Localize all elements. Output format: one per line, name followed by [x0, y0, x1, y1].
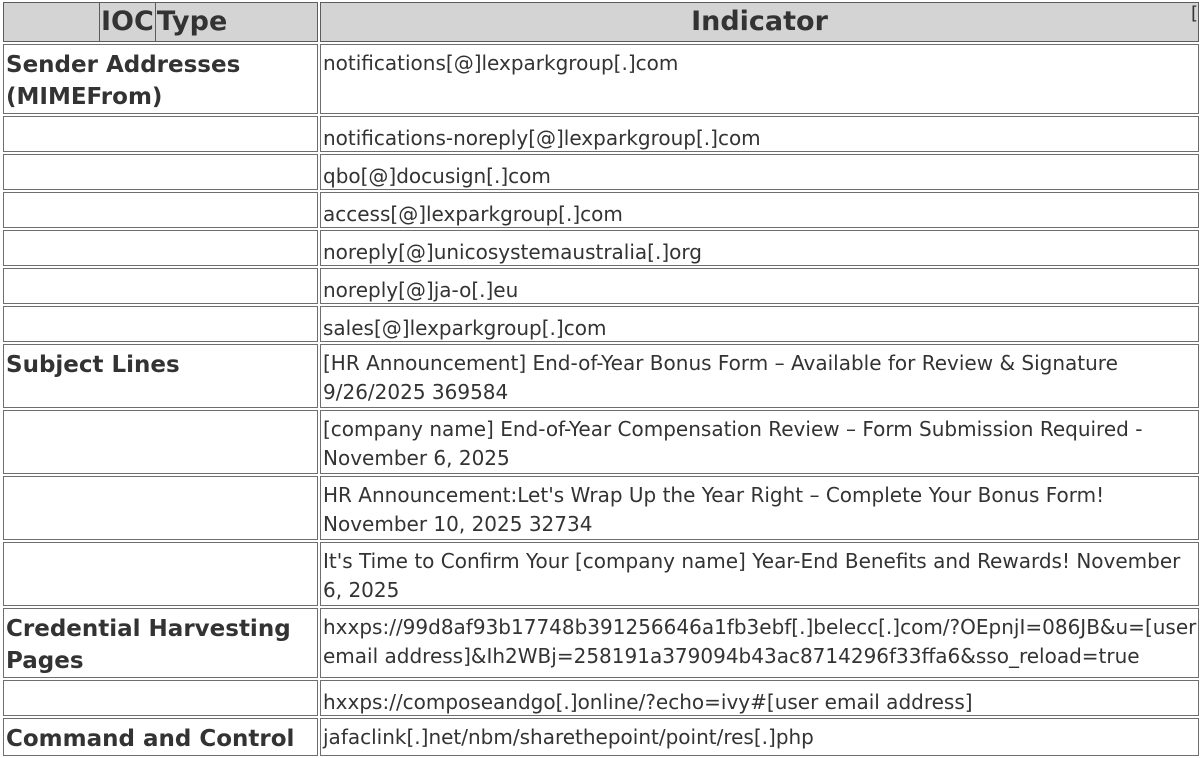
indicator-cell: It's Time to Confirm Your [company name] Year-End Benefits and Rewards! November 6, 2025 [320, 542, 1199, 606]
table-row [3, 542, 1199, 606]
ioc-type-cell [3, 680, 318, 716]
indicator-cell: sales[@]lexparkgroup[.]com [320, 306, 1199, 342]
table-row [3, 608, 1199, 678]
ioc-table [1, 0, 1201, 758]
indicator-cell: noreply[@]unicosystemaustralia[.]org [320, 230, 1199, 266]
table-row [3, 154, 1199, 190]
indicator-cell: hxxps://composeandgo[.]online/?echo=ivy#[user email address] [320, 680, 1199, 716]
ioc-type-cell [3, 154, 318, 190]
ioc-type-cell [3, 116, 318, 152]
ioc-header-label: IOC [99, 3, 156, 41]
indicator-cell: [company name] End-of-Year Compensation Review – Form Submission Required - November 6, 2025 [320, 410, 1199, 474]
ioc-type-cell [3, 192, 318, 228]
ioc-type-cell [3, 542, 318, 606]
table-row [3, 44, 1199, 114]
indicator-cell: notifications-noreply[@]lexparkgroup[.]com [320, 116, 1199, 152]
table-row [3, 476, 1199, 540]
ioc-type-cell: Command and Control [3, 718, 318, 756]
indicator-cell: access[@]lexparkgroup[.]com [320, 192, 1199, 228]
indicator-cell: HR Announcement:Let's Wrap Up the Year Right – Complete Your Bonus Form! November 10, 2025 32734 [320, 476, 1199, 540]
table-row [3, 192, 1199, 228]
indicator-header [320, 2, 1199, 42]
table-row [3, 268, 1199, 304]
ioc-type-cell [3, 268, 318, 304]
type-header-label: Type [156, 6, 228, 37]
table-row [3, 680, 1199, 716]
ioc-type-cell: Sender Addresses (MIMEFrom) [3, 44, 318, 114]
indicator-cell: [HR Announcement] End-of-Year Bonus Form – Available for Review & Signature 9/26/2025 369584 [320, 344, 1199, 408]
table-row [3, 306, 1199, 342]
indicator-cell: qbo[@]docusign[.]com [320, 154, 1199, 190]
indicator-cell: notifications[@]lexparkgroup[.]com [320, 44, 1199, 114]
header-row [3, 2, 1199, 42]
ioc-type-header [3, 2, 318, 42]
ioc-type-cell [3, 476, 318, 540]
ioc-type-cell: Credential Harvesting Pages [3, 608, 318, 678]
corner-bracket-mark: [ [1190, 3, 1198, 24]
table-row [3, 230, 1199, 266]
table-row [3, 344, 1199, 408]
ioc-type-cell [3, 230, 318, 266]
ioc-type-cell [3, 306, 318, 342]
indicator-cell: jafaclink[.]net/nbm/sharethepoint/point/res[.]php [320, 718, 1199, 756]
ioc-type-cell: Subject Lines [3, 344, 318, 408]
indicator-header-label: Indicator [691, 6, 828, 37]
table-row [3, 718, 1199, 756]
indicator-cell: hxxps://99d8af93b17748b391256646a1fb3ebf[.]belecc[.]com/?OEpnjI=086JB&u=[user email address]&Ih2WBj=258191a379094b43ac8714296f33ffa6&sso_reload=true [320, 608, 1199, 678]
ioc-type-cell [3, 410, 318, 474]
table-row [3, 116, 1199, 152]
indicator-cell: noreply[@]ja-o[.]eu [320, 268, 1199, 304]
table-row [3, 410, 1199, 474]
